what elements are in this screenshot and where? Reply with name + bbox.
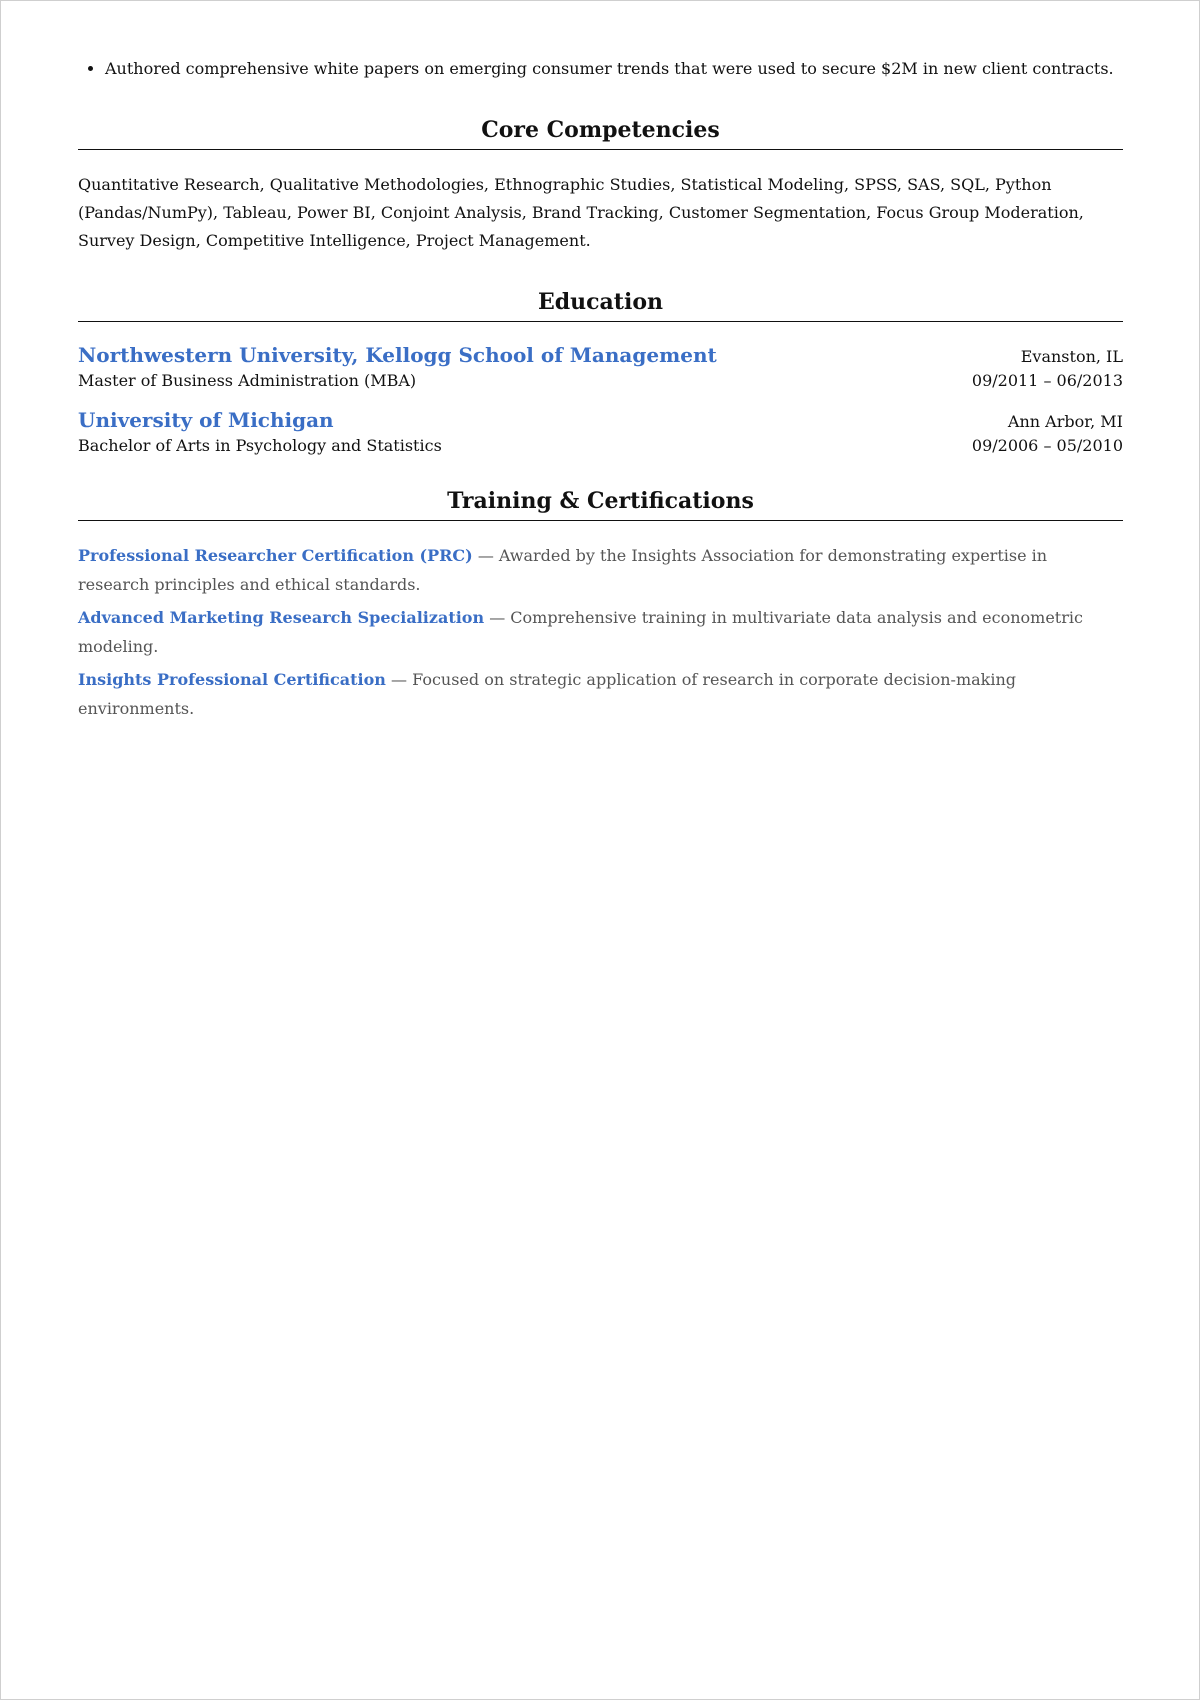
education-entry-details — [78, 434, 1123, 458]
education-entry — [78, 407, 1123, 458]
education-list — [78, 342, 1123, 458]
certification-item — [78, 603, 1123, 661]
certification-separator: — — [484, 608, 511, 627]
certification-name: Advanced Marketing Research Specialization — [78, 608, 485, 627]
training-certifications-heading: Training & Certifications — [78, 486, 1123, 521]
certification-description: Comprehensive training in multivariate data analysis and econometric modeling. — [78, 608, 1083, 656]
certification-separator: — — [385, 670, 413, 689]
education-entry — [78, 342, 1123, 393]
education-entry-header — [78, 342, 1123, 369]
certification-name: Insights Professional Certification — [78, 670, 386, 689]
education-entry-header — [78, 407, 1123, 434]
certification-description: Awarded by the Insights Association for demonstrating expertise in research principles and ethical standards. — [78, 546, 1048, 594]
education-entry-details — [78, 369, 1123, 393]
school-location: Evanston, IL — [1020, 347, 1123, 366]
school-name: University of Michigan — [78, 408, 334, 432]
experience-bullet-list — [78, 55, 1123, 83]
degree-dates: 09/2006 – 05/2010 — [971, 436, 1123, 455]
certification-description: Focused on strategic application of research in corporate decision-making environments. — [78, 670, 1017, 718]
degree: Bachelor of Arts in Psychology and Statistics — [78, 436, 442, 455]
core-competencies-text: Quantitative Research, Qualitative Methodologies, Ethnographic Studies, Statistical Modeling, SPSS, SAS, SQL, Python (Pandas/NumPy), Tableau, Power BI, Conjoint Analysis, Brand Tracking, Customer Segmentation, Focus Group Moderation, Survey Design, Competitive Intelligence, Project Management. — [78, 175, 1084, 250]
degree: Master of Business Administration (MBA) — [78, 371, 417, 390]
certification-item — [78, 665, 1123, 723]
degree-dates: 09/2011 – 06/2013 — [971, 371, 1123, 390]
certification-name: Professional Researcher Certification (PRC) — [78, 546, 473, 565]
education-heading: Education — [78, 287, 1123, 322]
core-competencies-heading: Core Competencies — [78, 115, 1123, 150]
school-name: Northwestern University, Kellogg School of Management — [78, 343, 717, 367]
certification-list — [78, 541, 1123, 723]
school-location: Ann Arbor, MI — [1007, 412, 1123, 431]
certification-separator: — — [472, 546, 499, 565]
experience-bullet: • Authored comprehensive white papers on emerging consumer trends that were used to secure $2M in new client contracts. — [105, 55, 1123, 83]
certification-item — [78, 541, 1123, 599]
